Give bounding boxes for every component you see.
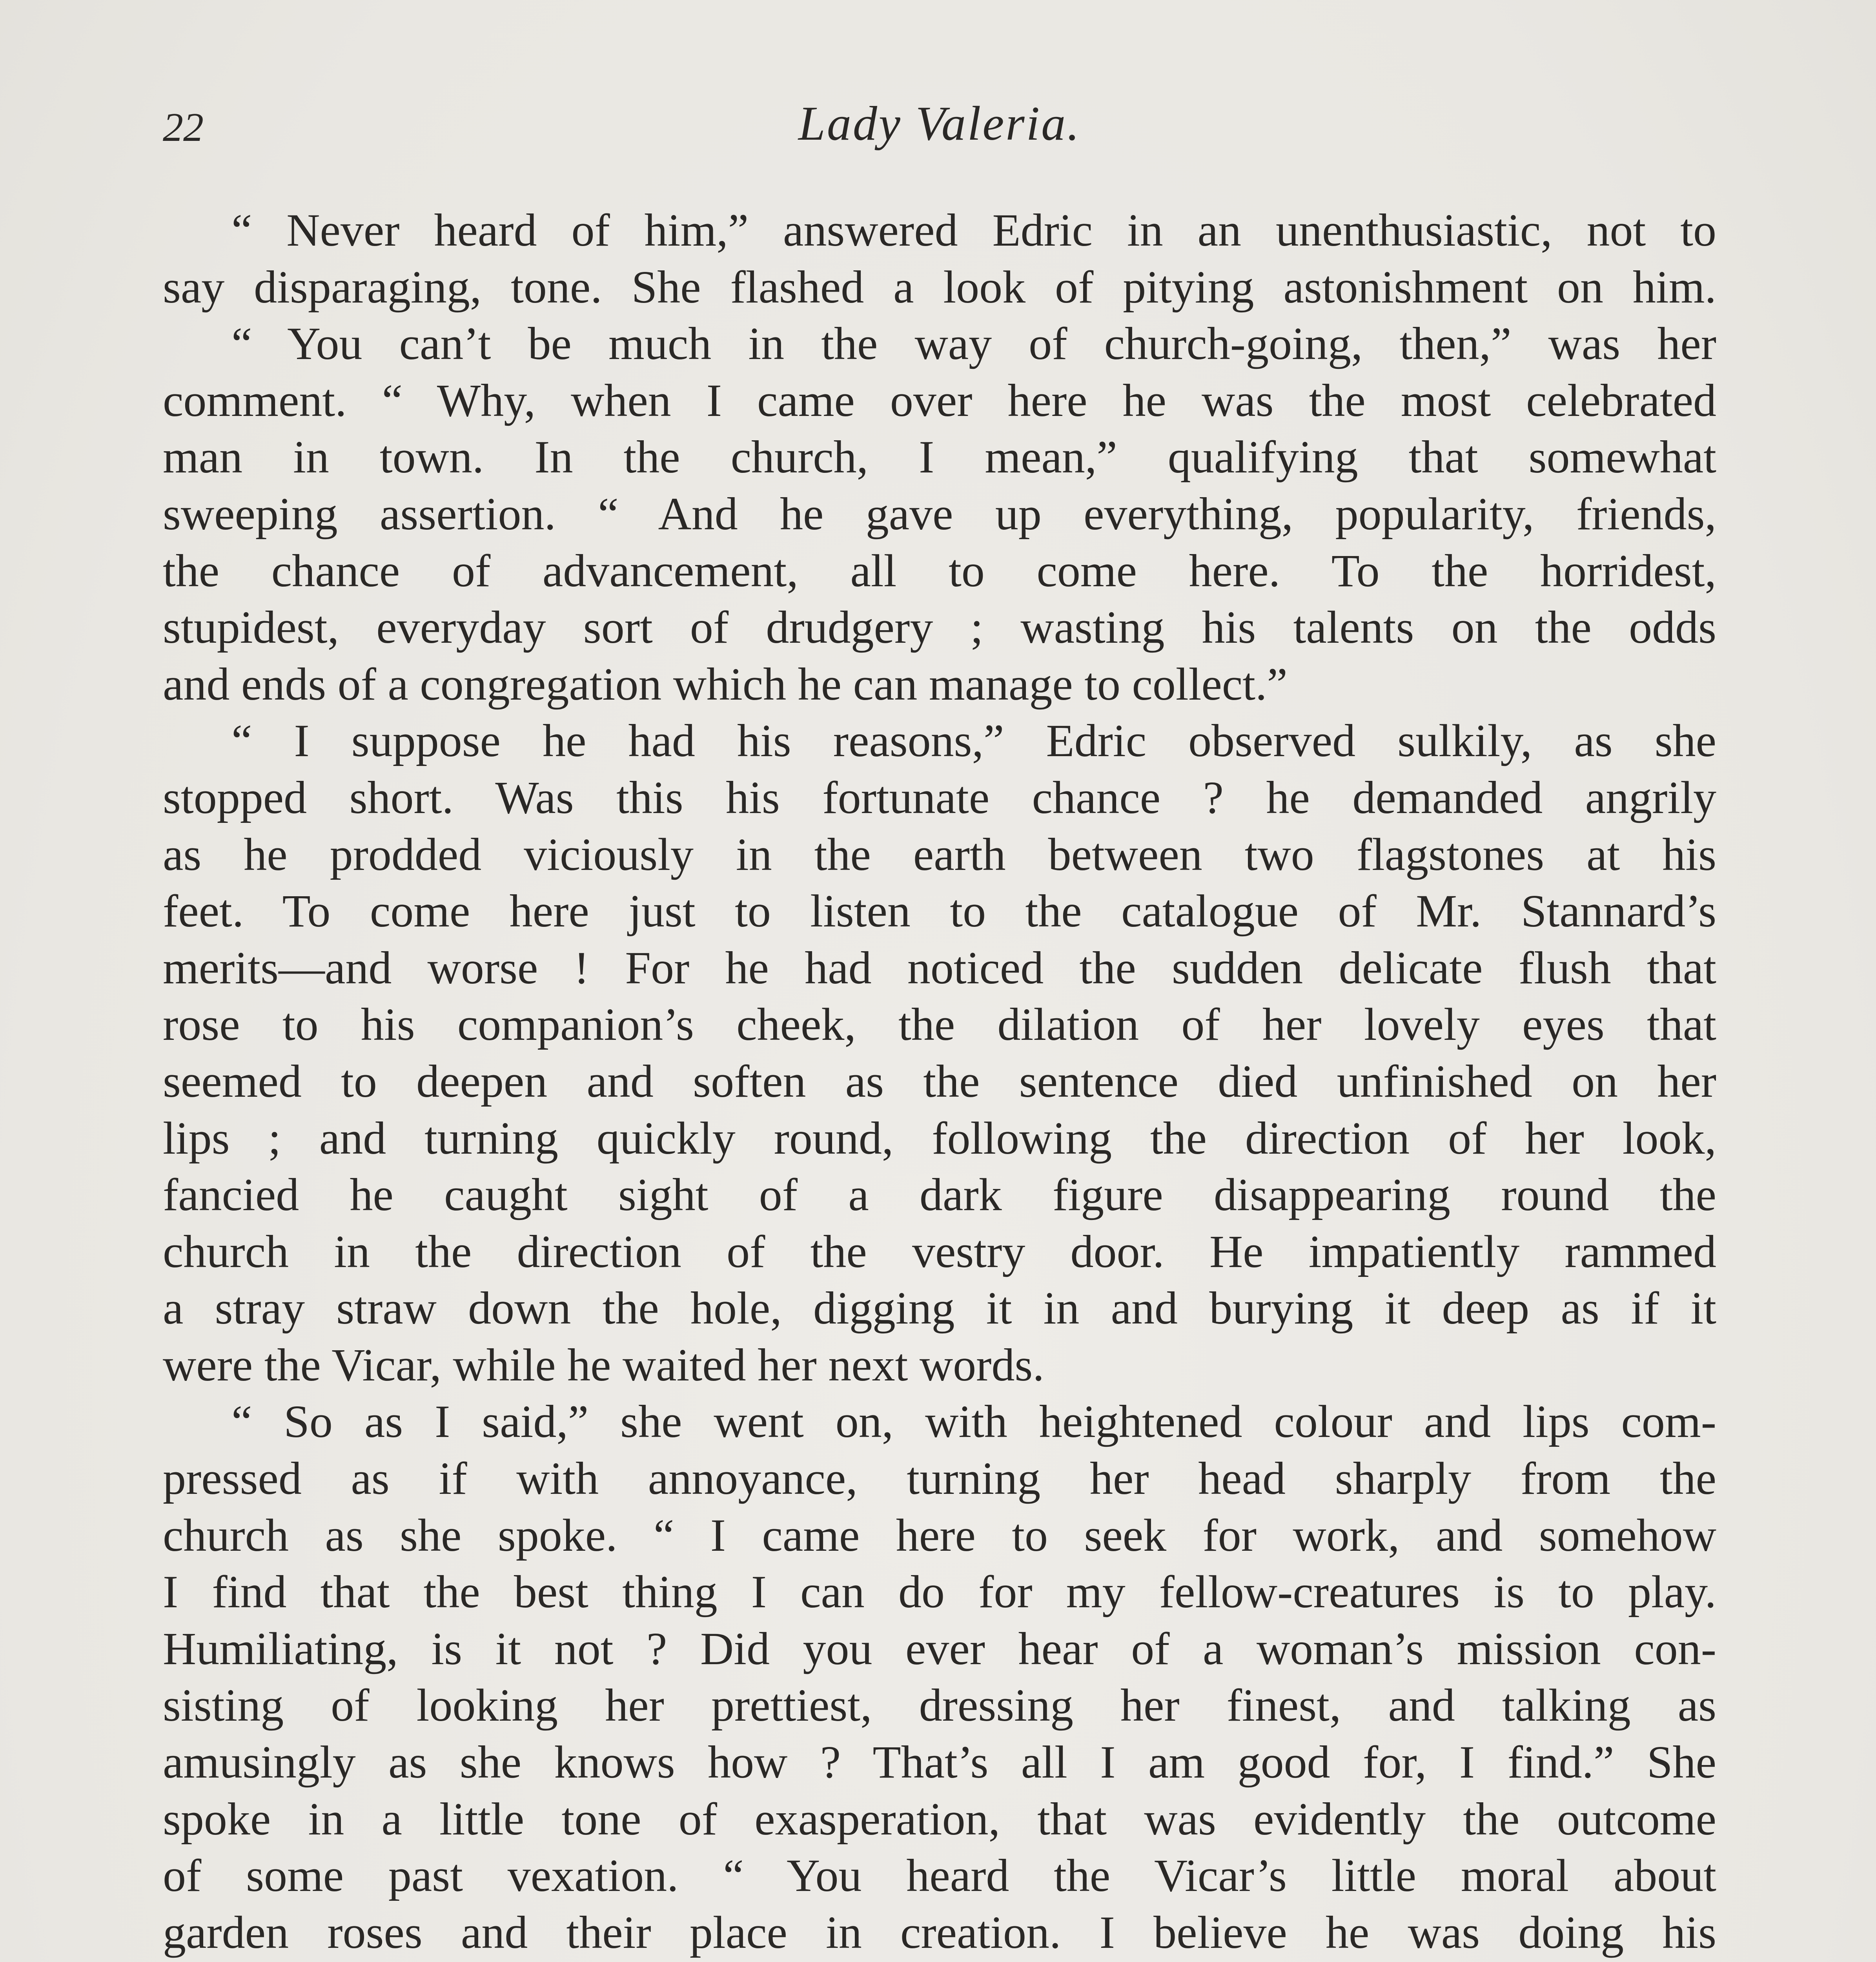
- page-number: 22: [163, 105, 204, 150]
- text-line: stopped short. Was this his fortunate chance ? he demanded angrily: [163, 771, 1716, 823]
- text-line: church in the direction of the vestry door. He impatiently rammed: [163, 1225, 1716, 1277]
- page-header: [163, 94, 1716, 153]
- text-line: Humiliating, is it not ? Did you ever hear of a woman’s mission con-: [163, 1623, 1716, 1674]
- text-line: I find that the best thing I can do for my fellow-creatures is to play.: [163, 1566, 1716, 1618]
- text-line: “ So as I said,” she went on, with heightened colour and lips com-: [231, 1396, 1716, 1448]
- text-line: say disparaging, tone. She flashed a look of pitying astonishment on him.: [163, 261, 1716, 313]
- text-line: stupidest, everyday sort of drudgery ; wasting his talents on the odds: [163, 602, 1716, 653]
- text-line: church as she spoke. “ I came here to seek for work, and somehow: [163, 1509, 1716, 1561]
- text-line: man in town. In the church, I mean,” qualifying that somewhat: [163, 431, 1716, 483]
- text-line: fancied he caught sight of a dark figure disappearing round the: [163, 1169, 1716, 1221]
- text-line: amusingly as she knows how ? That’s all I am good for, I find.” She: [163, 1736, 1716, 1788]
- text-line: sweeping assertion. “ And he gave up everything, popularity, friends,: [163, 488, 1716, 540]
- text-line: garden roses and their place in creation. I believe he was doing his: [163, 1906, 1716, 1958]
- text-line: lips ; and turning quickly round, following the direction of her look,: [163, 1112, 1716, 1164]
- text-line: spoke in a little tone of exasperation, that was evidently the outcome: [163, 1793, 1716, 1845]
- running-title: Lady Valeria.: [798, 97, 1081, 150]
- text-line: rose to his companion’s cheek, the dilation of her lovely eyes that: [163, 999, 1716, 1050]
- text-line: the chance of advancement, all to come here. To the horridest,: [163, 545, 1716, 596]
- text-line: “ You can’t be much in the way of church-going, then,” was her: [231, 318, 1716, 370]
- text-line: pressed as if with annoyance, turning her head sharply from the: [163, 1453, 1716, 1504]
- text-line: “ I suppose he had his reasons,” Edric observed sulkily, as she: [231, 715, 1716, 767]
- text-line: comment. “ Why, when I came over here he was the most celebrated: [163, 374, 1716, 426]
- text-line: and ends of a congregation which he can manage to collect.”: [163, 658, 1288, 710]
- text-line: merits—and worse ! For he had noticed the sudden delicate flush that: [163, 942, 1716, 994]
- text-line: feet. To come here just to listen to the catalogue of Mr. Stannard’s: [163, 885, 1716, 937]
- text-line: of some past vexation. “ You heard the Vicar’s little moral about: [163, 1850, 1716, 1902]
- text-line: a stray straw down the hole, digging it in and burying it deep as if it: [163, 1282, 1716, 1334]
- text-line: were the Vicar, while he waited her next words.: [163, 1339, 1044, 1391]
- text-line: “ Never heard of him,” answered Edric in an unenthusiastic, not to: [231, 204, 1716, 256]
- text-line: sisting of looking her prettiest, dressing her finest, and talking as: [163, 1679, 1716, 1731]
- body-text: [163, 202, 1716, 1962]
- text-line: as he prodded viciously in the earth between two flagstones at his: [163, 828, 1716, 880]
- text-line: seemed to deepen and soften as the sentence died unfinished on her: [163, 1055, 1716, 1107]
